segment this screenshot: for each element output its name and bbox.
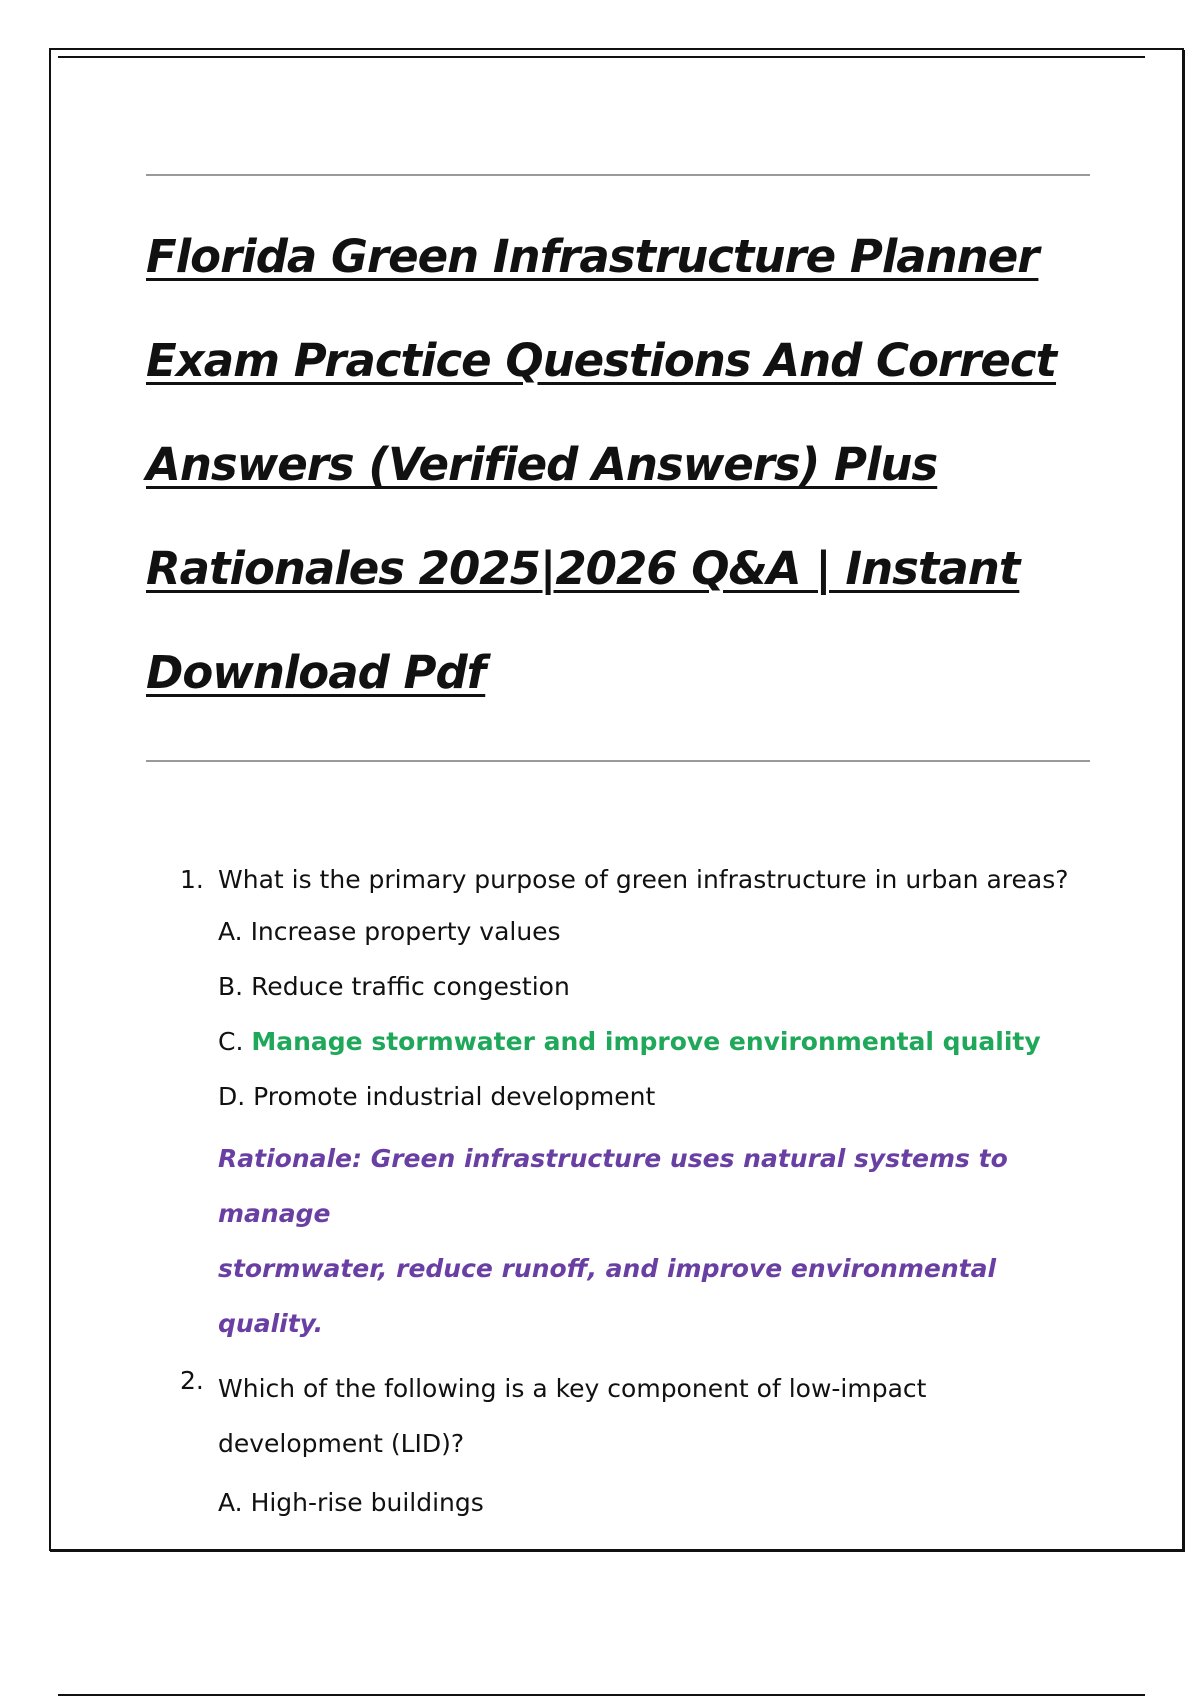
option-text: Reduce traffic congestion — [251, 972, 570, 1001]
question-2-stem — [146, 1361, 1106, 1471]
answer-option-a — [146, 1483, 1106, 1523]
title-bottom-divider — [146, 760, 1090, 762]
option-letter: C. — [218, 1027, 244, 1056]
question-text-line-1: Which of the following is a key component of low-impact — [218, 1374, 927, 1403]
document-title — [146, 205, 1096, 725]
question-2 — [146, 1361, 1106, 1523]
question-text: What is the primary purpose of green infrastructure in urban areas? — [218, 865, 1069, 894]
next-page-edge — [58, 1694, 1145, 1696]
option-letter: B. — [218, 972, 244, 1001]
question-number: 2. — [180, 1366, 204, 1395]
answer-option-d — [146, 1077, 1106, 1117]
question-1 — [146, 860, 1106, 1351]
option-text: Increase property values — [250, 917, 561, 946]
option-text: Promote industrial development — [253, 1082, 656, 1111]
title-line-4: Rationales 2025|2026 Q&A | Instant — [146, 542, 1020, 595]
frame-bottom-edge — [50, 1550, 1185, 1552]
answer-option-c — [146, 1022, 1106, 1062]
frame-top-line — [58, 56, 1145, 58]
option-letter: D. — [218, 1082, 246, 1111]
title-top-divider — [146, 174, 1090, 176]
title-line-2: Exam Practice Questions And Correct — [146, 334, 1057, 387]
rationale — [146, 1131, 1106, 1351]
question-list — [146, 860, 1106, 1523]
correct-answer-text: Manage stormwater and improve environmental quality — [251, 1027, 1041, 1056]
option-letter: A. — [218, 917, 243, 946]
rationale-line-1: Rationale: Green infrastructure uses natural systems to manage — [218, 1144, 1008, 1228]
question-number: 1. — [180, 865, 204, 894]
title-line-3: Answers (Verified Answers) Plus — [146, 438, 938, 491]
question-text-line-2: development (LID)? — [218, 1429, 465, 1458]
answer-option-a — [146, 912, 1106, 952]
answer-option-b — [146, 967, 1106, 1007]
question-1-stem — [146, 860, 1106, 900]
title-line-1: Florida Green Infrastructure Planner — [146, 230, 1039, 283]
option-text: High-rise buildings — [250, 1488, 484, 1517]
option-letter: A. — [218, 1488, 243, 1517]
rationale-line-2: stormwater, reduce runoff, and improve environmental quality. — [218, 1254, 997, 1338]
title-line-5: Download Pdf — [146, 646, 486, 699]
frame-right-edge — [1183, 50, 1185, 1552]
